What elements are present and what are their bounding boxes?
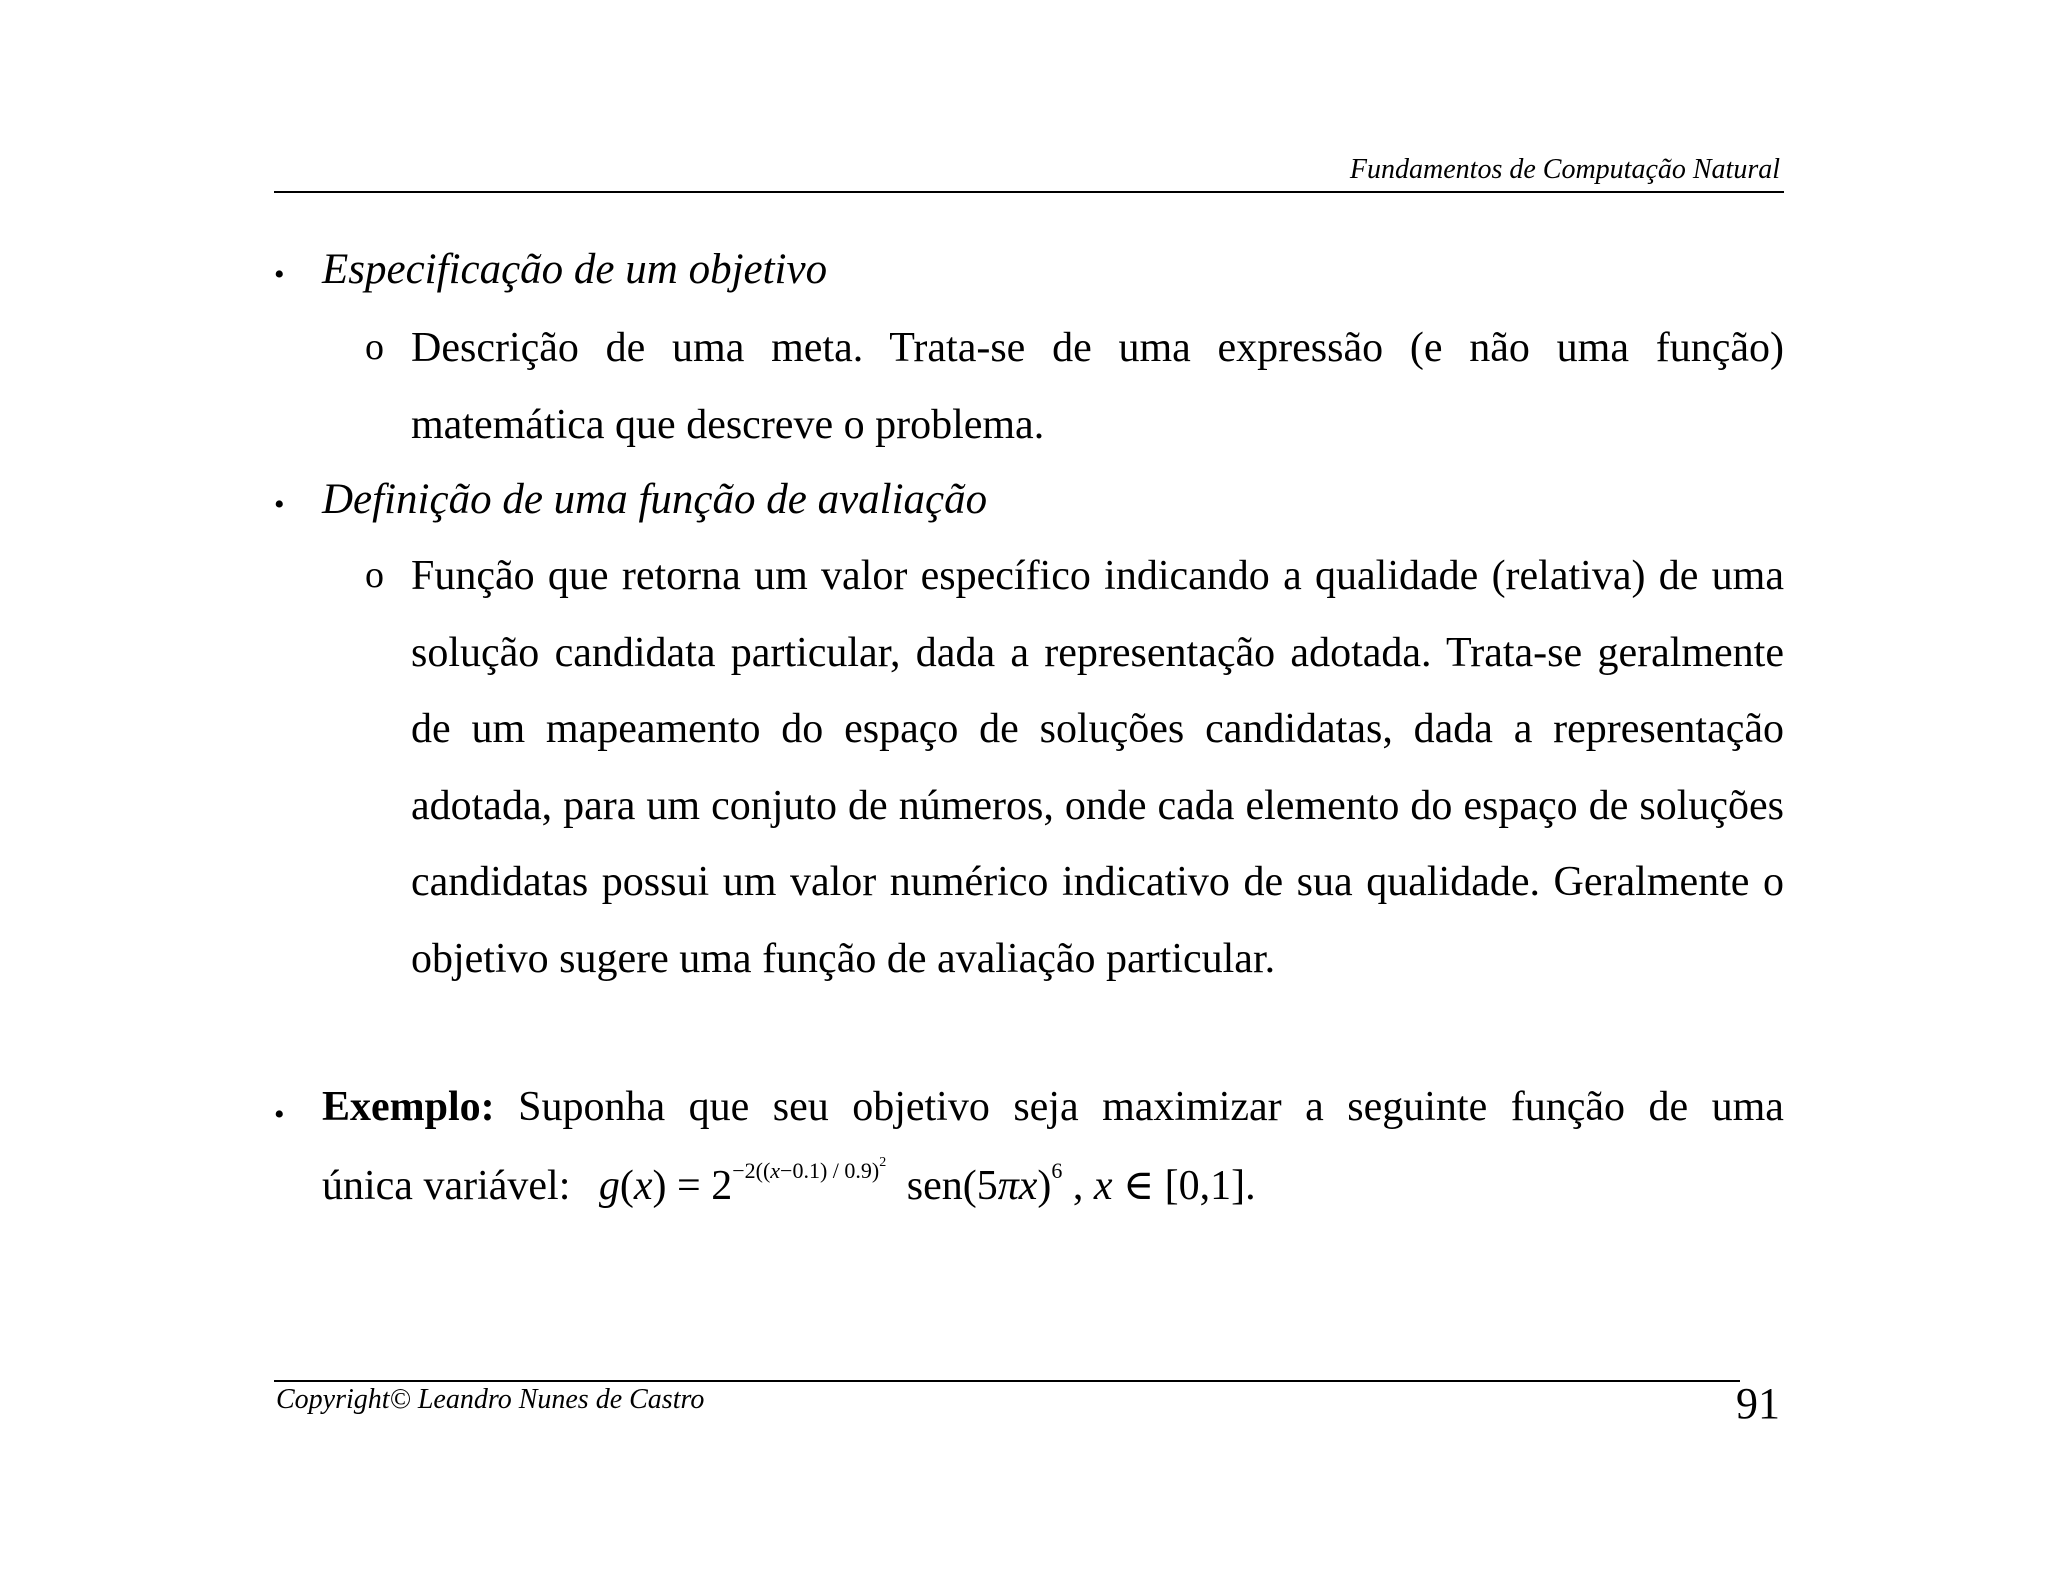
example-line — [322, 1083, 1784, 1131]
example-word: seja — [1013, 1084, 1079, 1130]
example-word: a — [1305, 1084, 1324, 1130]
example-word: seu — [772, 1084, 829, 1130]
formula-exponent: −2((x−0.1) / 0.9)2 — [732, 1154, 887, 1183]
footer-divider — [274, 1380, 1740, 1382]
example-word: que — [688, 1084, 750, 1130]
header-divider — [274, 191, 1784, 193]
footer-copyright: Copyright© Leandro Nunes de Castro — [276, 1384, 705, 1415]
example-word: Suponha — [518, 1084, 666, 1130]
example-word: uma — [1711, 1084, 1784, 1130]
item-heading-objetivo: Especificação de um objetivo — [322, 246, 828, 293]
item-heading-avaliacao: Definição de uma função de avaliação — [322, 476, 988, 523]
example-word: seguinte — [1347, 1084, 1488, 1130]
example-text-continuation: única variável: — [322, 1163, 571, 1209]
example-word: de — [1648, 1084, 1689, 1130]
example-word: objetivo — [852, 1084, 990, 1130]
sub-bullet-marker: o — [365, 326, 384, 368]
example-word: maximizar — [1102, 1084, 1282, 1130]
sub-bullet-marker: o — [365, 554, 384, 596]
item-description-avaliacao: Função que retorna um valor específico indicando a qualidade (relativa) de uma solução candidata particular, dada a representação adotada. Trata-se geralmente de um mapeamento do espaço de soluções candidatas, dada a representação adotada, para um conjuto de números, onde cada elemento do espaço de soluções candidatas possui um valor numérico indicativo de sua qualidade. Geralmente o objetivo sugere uma função de avaliação particular. — [411, 553, 1784, 982]
running-header: Fundamentos de Computação Natural — [1349, 154, 1780, 185]
item-description-objetivo: Descrição de uma meta. Trata-se de uma expressão (e não uma função) matemática que descreve o problema. — [411, 325, 1784, 448]
bullet-marker: • — [274, 488, 285, 521]
example-word: função — [1510, 1084, 1625, 1130]
page-number: 91 — [1736, 1379, 1780, 1428]
formula: $g(x) = 2^{-2((x-0.1) / 0.9)^2}$ $sen(5\pi x)^6$ , x ∈ [0,1]. — [598, 1154, 1256, 1209]
bullet-marker: • — [274, 1098, 285, 1131]
example-label: Exemplo: — [322, 1084, 495, 1130]
example-formula-line — [322, 1154, 1256, 1210]
bullet-marker: • — [274, 258, 285, 291]
